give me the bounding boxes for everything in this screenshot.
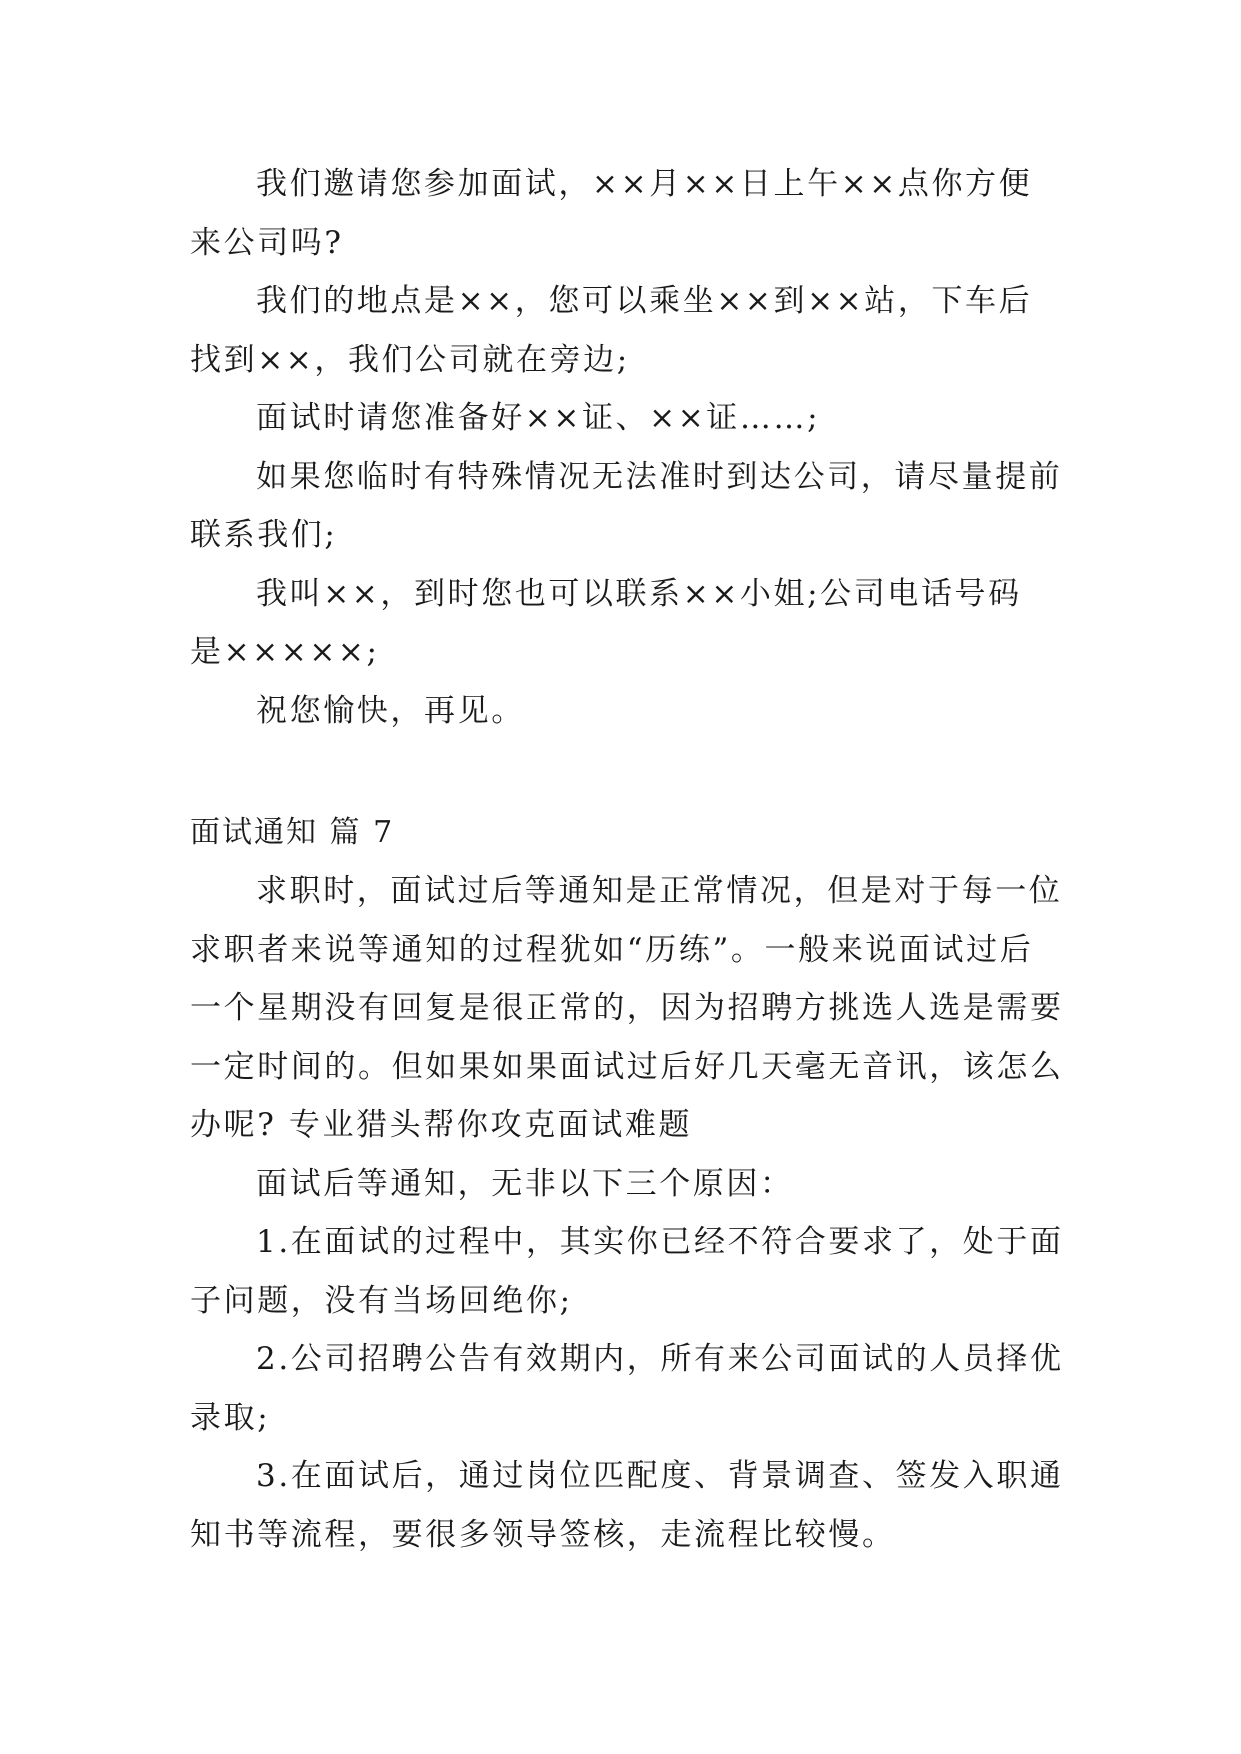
text-line: 求职者来说等通知的过程犹如“历练”。一般来说面试过后 — [190, 931, 1034, 968]
text-line: 我们的地点是××，您可以乘坐××到××站，下车后 — [256, 283, 1033, 319]
paragraph-intro — [190, 862, 1064, 1155]
text-line: 知书等流程，要很多领导签核，走流程比较慢。 — [190, 1516, 896, 1553]
paragraph-reason-3 — [190, 1447, 1064, 1564]
paragraph-documents — [190, 389, 1050, 448]
paragraph-reasons-intro — [190, 1155, 1050, 1214]
text-line: 子问题，没有当场回绝你; — [190, 1282, 573, 1319]
text-line: 我们邀请您参加面试，××月××日上午××点你方便 — [256, 166, 1033, 202]
text-line: 祝您愉快，再见。 — [256, 692, 525, 729]
paragraph-location — [190, 272, 1050, 389]
text-line: 联系我们; — [190, 517, 338, 553]
text-line: 3.在面试后，通过岗位匹配度、背景调查、签发入职通 — [256, 1458, 1064, 1494]
text-line: 一个星期没有回复是很正常的，因为招聘方挑选人选是需要 — [190, 990, 1064, 1026]
paragraph-reason-2 — [190, 1330, 1064, 1447]
section-heading: 面试通知 篇 7 — [190, 815, 395, 850]
section-gap — [190, 740, 1050, 804]
text-line: 一定时间的。但如果如果面试过后好几天毫无音讯，该怎么 — [190, 1048, 1064, 1085]
text-line: 求职时，面试过后等通知是正常情况，但是对于每一位 — [256, 873, 1063, 909]
text-line: 1.在面试的过程中，其实你已经不符合要求了，处于面 — [256, 1224, 1064, 1260]
paragraph-reason-1 — [190, 1213, 1064, 1330]
paragraph-invitation — [190, 155, 1050, 272]
paragraph-phone — [190, 565, 1050, 682]
text-line: 如果您临时有特殊情况无法准时到达公司，请尽量提前 — [256, 458, 1063, 495]
text-line: 是×××××; — [190, 634, 380, 670]
text-line: 找到××，我们公司就在旁边; — [190, 341, 630, 378]
text-line: 办呢? 专业猎头帮你攻克面试难题 — [190, 1107, 693, 1143]
text-line: 面试时请您准备好××证、××证……; — [256, 400, 821, 436]
paragraph-closing — [190, 682, 1050, 741]
paragraph-contact-notice — [190, 448, 1063, 565]
text-line: 2.公司招聘公告有效期内，所有来公司面试的人员择优 — [256, 1341, 1064, 1377]
text-line: 录取; — [190, 1399, 271, 1436]
document-page — [190, 155, 1064, 1564]
text-line: 我叫××，到时您也可以联系××小姐;公司电话号码 — [256, 575, 1022, 612]
text-line: 来公司吗? — [190, 224, 344, 261]
text-line: 面试后等通知，无非以下三个原因： — [256, 1165, 794, 1202]
